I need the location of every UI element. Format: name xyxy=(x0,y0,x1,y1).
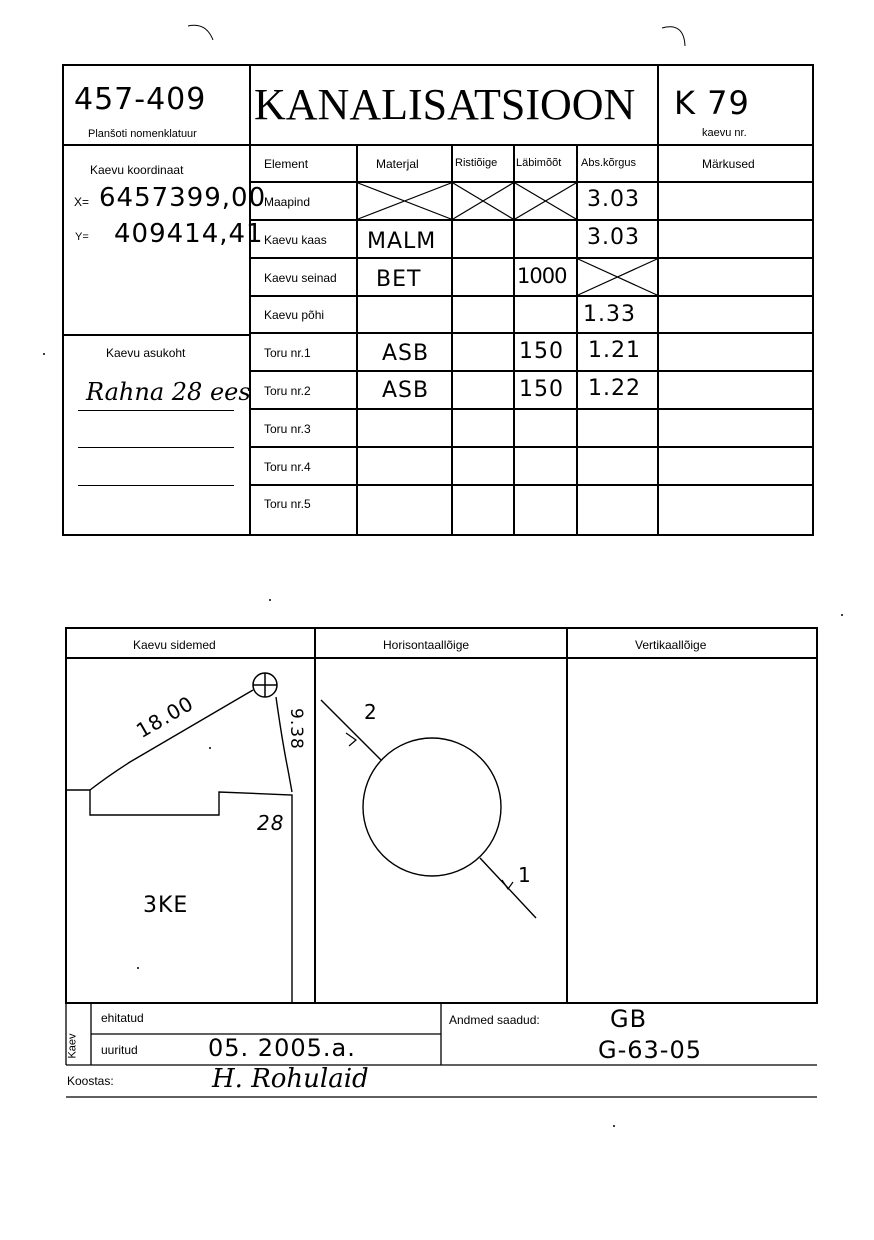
surveyed-label: uuritud xyxy=(101,1043,138,1057)
cell-height: 3.03 xyxy=(587,225,640,250)
data-received-label: Andmed saadud: xyxy=(449,1013,540,1027)
dimension-short: 9.38 xyxy=(286,708,306,750)
y-coordinate: 409414,41 xyxy=(114,219,264,249)
well-number: K 79 xyxy=(674,84,750,122)
col-header-horizontal: Horisontaallõige xyxy=(383,638,470,652)
row-element-label: Toru nr.2 xyxy=(264,384,311,398)
plan-label: Planšoti nomenklatuur xyxy=(88,128,197,140)
form-title: KANALISATSIOON xyxy=(254,80,636,129)
cell-material: ASB xyxy=(382,341,430,366)
cell-material: ASB xyxy=(382,378,430,403)
header-notes: Märkused xyxy=(702,157,755,171)
surveyed-date: 05. 2005.a. xyxy=(208,1034,356,1062)
row-element-label: Toru nr.3 xyxy=(264,422,311,436)
manhole-section xyxy=(321,700,536,918)
row-element-label: Kaevu kaas xyxy=(264,233,327,247)
header-diameter: Läbimõõt xyxy=(516,157,562,169)
cell-height: 1.22 xyxy=(588,376,641,401)
location-label: Kaevu asukoht xyxy=(106,346,186,360)
row-element-label: Maapind xyxy=(264,195,311,209)
row-element-label: Toru nr.1 xyxy=(264,346,311,360)
data-source: GB xyxy=(610,1005,648,1033)
cell-material: MALM xyxy=(367,229,437,254)
building-label: 3KE xyxy=(143,893,189,918)
cross-mark xyxy=(358,183,657,295)
cell-diameter: 150 xyxy=(519,377,564,402)
row-element-label: Kaevu seinad xyxy=(264,271,337,285)
row-element-label: Toru nr.5 xyxy=(264,497,311,511)
compiled-by: H. Rohulaid xyxy=(212,1064,369,1094)
y-prefix: Y= xyxy=(75,231,89,243)
header-cross-section: Ristiõige xyxy=(455,157,498,169)
cell-diameter: 1000 xyxy=(517,264,567,288)
pipe-label-2: 2 xyxy=(364,700,378,724)
col-header-vertical: Vertikaallõige xyxy=(635,638,707,652)
row-element-label: Kaevu põhi xyxy=(264,308,325,322)
location-value: Rahna 28 ees xyxy=(86,378,251,406)
row-element-label: Toru nr.4 xyxy=(264,460,311,474)
x-prefix: X= xyxy=(74,195,90,209)
coordinates-label: Kaevu koordinaat xyxy=(90,163,184,177)
pipe-label-1: 1 xyxy=(518,863,532,887)
header-element: Element xyxy=(264,157,309,171)
dimension-long: 18.00 xyxy=(132,690,198,743)
built-label: ehitatud xyxy=(101,1011,144,1025)
cell-height: 1.33 xyxy=(583,302,636,327)
col-header-ties: Kaevu sidemed xyxy=(133,638,216,652)
compiled-label: Koostas: xyxy=(67,1074,114,1088)
cell-material: BET xyxy=(376,267,422,292)
header-abs-height: Abs.kõrgus xyxy=(581,157,637,169)
plan-number: 457-409 xyxy=(74,82,207,117)
x-coordinate: 6457399,00 xyxy=(99,183,267,213)
cell-height: 1.21 xyxy=(588,338,641,363)
cell-diameter: 150 xyxy=(519,339,564,364)
building-number: 28 xyxy=(257,811,285,835)
well-symbol xyxy=(253,673,277,697)
cell-height: 3.03 xyxy=(587,187,640,212)
side-label: Kaev xyxy=(66,1033,79,1059)
header-material: Materjal xyxy=(376,157,419,171)
data-reference: G-63-05 xyxy=(598,1036,702,1064)
well-label: kaevu nr. xyxy=(702,127,747,139)
